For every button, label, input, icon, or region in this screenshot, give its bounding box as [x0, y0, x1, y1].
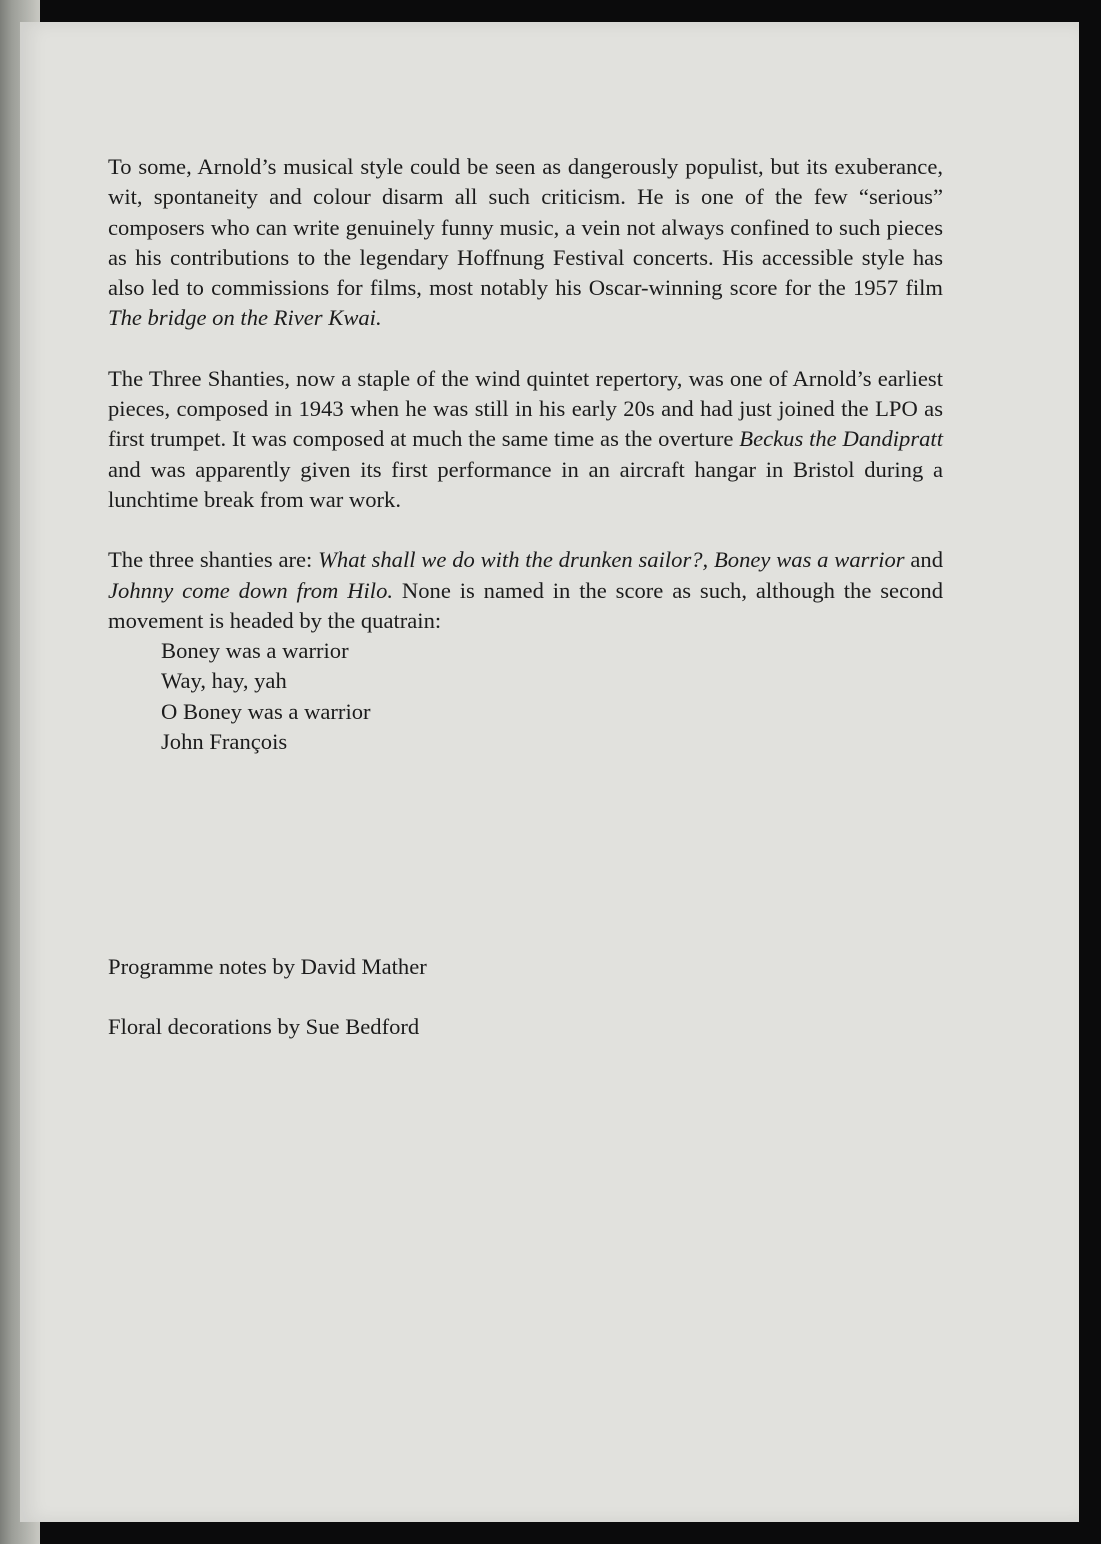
paragraph-text: The three shanties are:	[108, 547, 319, 573]
floral-decorations-credit: Floral decorations by Sue Bedford	[108, 1014, 420, 1039]
song-titles: What shall we do with the drunken sailor?, Boney was a warrior	[318, 547, 905, 573]
film-title: The bridge on the River Kwai.	[108, 305, 382, 331]
programme-notes-credit: Programme notes by David Mather	[108, 954, 427, 979]
paragraph-shanty-list	[108, 545, 943, 636]
paragraph-text: The Three Shanties, now a staple of the wind quintet repertory, was one of Arnold’s earliest pieces, composed in 1943 when he was still in his early 20s and had just joined the LPO as first trumpet. It was composed at much the same time as the overture	[108, 365, 943, 452]
overture-title: Beckus the Dandipratt	[739, 426, 943, 452]
paragraph-text: and	[904, 547, 943, 573]
paragraph-text: To some, Arnold’s musical style could be seen as dangerously populist, but its exuberance, wit, spontaneity and colour disarm all such criticism. He is one of the few “serious” composers who can write genuinely funny music, a vein not always confined to such pieces as his contributions to the legendary Hoffnung Festival concerts. His accessible style has also led to commissions for films, most notably his Oscar-winning score for the 1957 film	[108, 154, 943, 301]
document-page	[20, 22, 1079, 1522]
paragraph-text: and was apparently given its first performance in an aircraft hangar in Bristol during a lunchtime break from war work.	[108, 456, 943, 512]
quatrain-line: Boney was a warrior	[161, 638, 349, 664]
paragraph-arnold-style	[108, 152, 943, 334]
song-title: Johnny come down from Hilo.	[108, 577, 394, 603]
quatrain-line: O Boney was a warrior	[161, 698, 371, 724]
quatrain-line: Way, hay, yah	[161, 668, 287, 694]
paragraph-three-shanties	[108, 364, 943, 515]
credits	[108, 952, 427, 1042]
quatrain	[161, 636, 943, 757]
quatrain-line: John François	[161, 729, 288, 755]
paragraph-text: None is named in the score as such, although the second movement is headed by the quatrain:	[108, 577, 943, 633]
page-body	[108, 152, 943, 757]
